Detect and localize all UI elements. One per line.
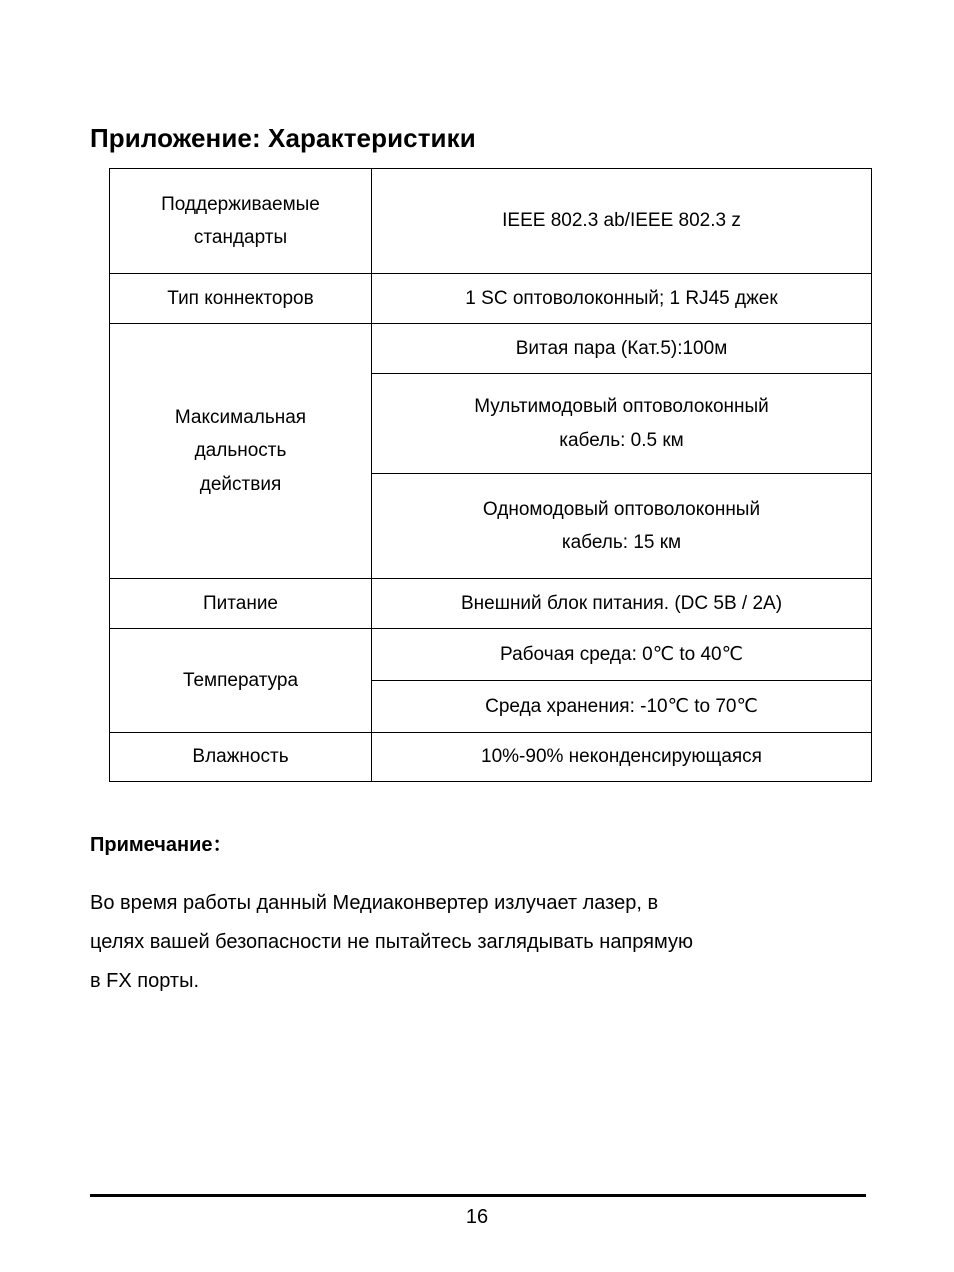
table-row-humidity — [110, 733, 872, 782]
cell-max-distance-twisted-pair-value — [372, 324, 872, 374]
table-row-supported-standards — [110, 169, 872, 274]
cell-max-distance-singlemode-value — [372, 474, 872, 579]
page-number: 16 — [465, 1206, 489, 1228]
note-body — [90, 884, 865, 1001]
cell-humidity-label — [110, 733, 372, 782]
max-distance-multimode-value-line-2: кабель: 0.5 км — [559, 429, 684, 451]
cell-supported-standards-label — [110, 169, 372, 274]
supported-standards-label-line-2: стандарты — [193, 227, 288, 248]
cell-power-value — [372, 579, 872, 629]
power-value: Внешний блок питания. (DC 5В / 2А) — [460, 592, 783, 614]
table-row-max-distance-twisted-pair — [110, 324, 872, 374]
cell-max-distance-multimode-value — [372, 374, 872, 474]
humidity-value: 10%-90% неконденсирующаяся — [481, 746, 762, 768]
temperature-label: Температура — [182, 669, 299, 691]
max-distance-multimode-value-line-1: Мультимодовый оптоволоконный — [474, 396, 769, 418]
temperature-operating-value: Рабочая среда: 0℃ to 40℃ — [500, 643, 743, 665]
note-paragraph-line-1: Во время работы данный Медиаконвертер излучает лазер, в — [90, 892, 659, 914]
power-label: Питание — [203, 592, 278, 614]
page-title: Приложение: Характеристики — [90, 123, 476, 154]
humidity-label: Влажность — [192, 746, 289, 768]
footer-divider — [90, 1194, 866, 1197]
max-distance-singlemode-value-line-2: кабель: 15 км — [561, 532, 682, 553]
note-heading: Примечание： — [90, 834, 233, 856]
cell-connector-type-value — [372, 274, 872, 324]
table-row-connector-type — [110, 274, 872, 324]
cell-connector-type-label — [110, 274, 372, 324]
supported-standards-value: IEEE 802.3 ab/IEEE 802.3 z — [502, 210, 741, 232]
connector-type-label: Тип коннекторов — [167, 287, 314, 309]
note-paragraph-line-2: целях вашей безопасности не пытайтесь заглядывать напрямую — [90, 931, 693, 953]
supported-standards-label-line-1: Поддерживаемые — [161, 193, 320, 215]
max-distance-twisted-pair-value: Витая пара (Кат.5):100м — [515, 337, 728, 359]
max-distance-label-line-3: действия — [199, 473, 282, 495]
cell-power-label — [110, 579, 372, 629]
cell-supported-standards-value — [372, 169, 872, 274]
cell-temperature-label — [110, 629, 372, 733]
table-row-temperature-operating — [110, 629, 872, 681]
table-row-power — [110, 579, 872, 629]
cell-humidity-value — [372, 733, 872, 782]
cell-max-distance-label — [110, 324, 372, 579]
connector-type-value: 1 SC оптоволоконный; 1 RJ45 джек — [465, 287, 778, 309]
max-distance-singlemode-value-line-1: Одномодовый оптоволоконный — [482, 498, 761, 520]
max-distance-label-line-1: Максимальная — [174, 407, 307, 429]
cell-temperature-storage-value — [372, 681, 872, 733]
specifications-table — [109, 168, 872, 782]
cell-temperature-operating-value — [372, 629, 872, 681]
temperature-storage-value: Среда хранения: -10℃ to 70℃ — [485, 695, 758, 717]
max-distance-label-line-2: дальность — [194, 440, 287, 462]
note-paragraph-line-3: в FX порты. — [90, 970, 200, 992]
